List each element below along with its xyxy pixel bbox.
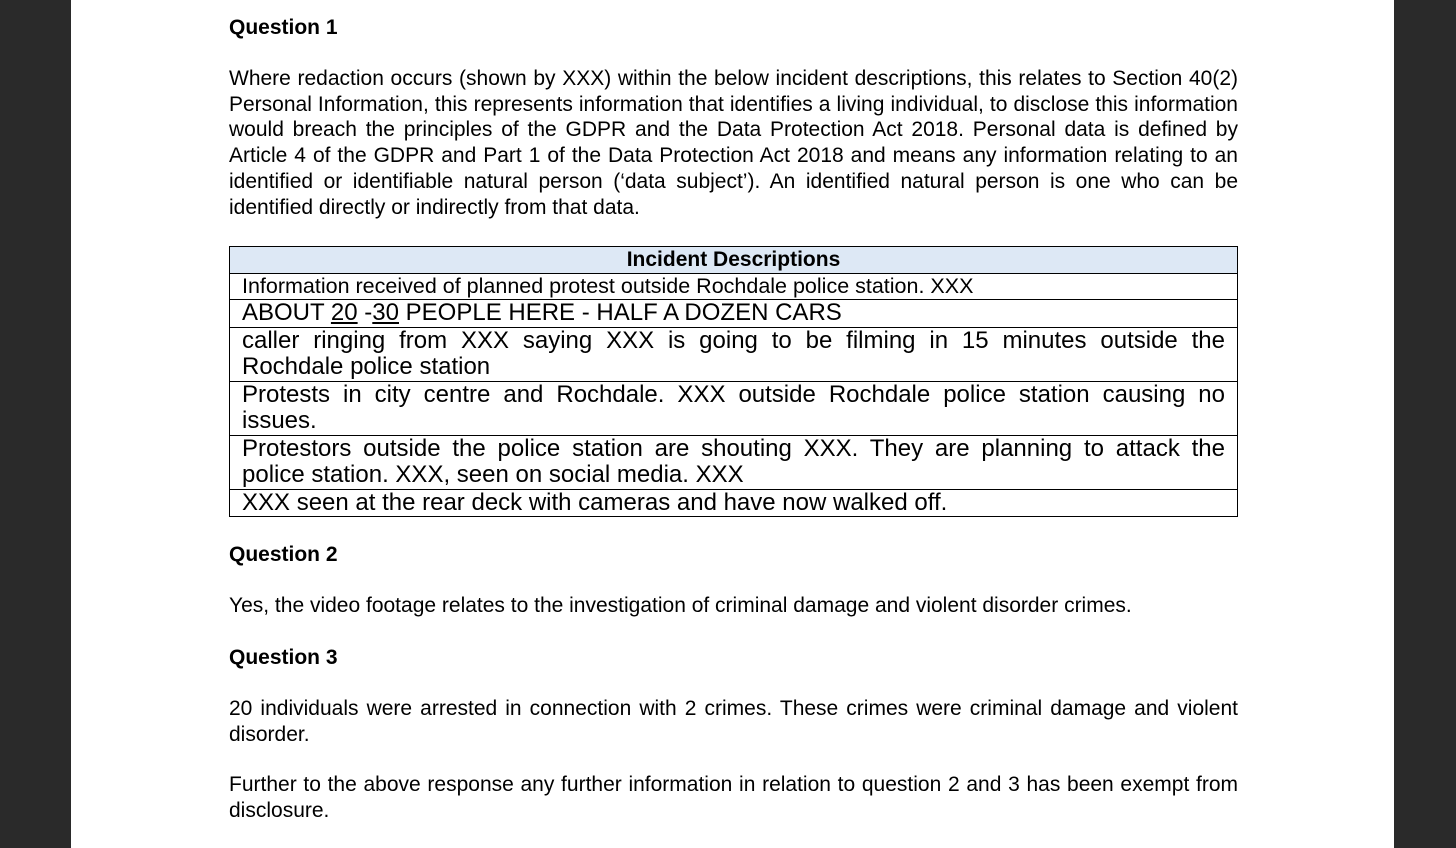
question-1-text: Where redaction occurs (shown by XXX) within the below incident descriptions, this relates to Section 40(2) Personal Information, this represents information that identifies a living individual, to disclose this information would breach the principles of the GDPR and the Data Protection Act 2018. Personal data is defined by Article 4 of the GDPR and Part 1 of the Data Protection Act 2018 and means any information relating to an identified or identifiable natural person (‘data subject’). An identified natural person is one who can be identified directly or indirectly from that data. xyxy=(229,67,1238,219)
document-page xyxy=(71,0,1394,848)
document-content xyxy=(229,14,1238,824)
question-3-note: Further to the above response any further information in relation to question 2 and 3 has been exempt from disclosure. xyxy=(229,773,1238,823)
question-3-heading: Question 3 xyxy=(229,645,338,669)
question-2-heading: Question 2 xyxy=(229,543,338,567)
table-row: Protestors outside the police station are shouting XXX. They are planning to attack the police station. XXX, seen on social media. XXX xyxy=(230,435,1238,489)
table-header: Incident Descriptions xyxy=(230,247,1238,274)
question-2-text: Yes, the video footage relates to the investigation of criminal damage and violent disorder crimes. xyxy=(229,594,1132,618)
question-1-heading: Question 1 xyxy=(229,16,338,39)
table-row: caller ringing from XXX saying XXX is going to be filming in 15 minutes outside the Rochdale police station xyxy=(230,327,1238,381)
question-3-text: 20 individuals were arrested in connection with 2 crimes. These crimes were criminal damage and violent disorder. xyxy=(229,696,1238,746)
table-row: XXX seen at the rear deck with cameras and have now walked off. xyxy=(230,489,1238,517)
table-row: Protests in city centre and Rochdale. XXX outside Rochdale police station causing no issues. xyxy=(230,381,1238,435)
table-row: Information received of planned protest outside Rochdale police station. XXX xyxy=(230,274,1238,300)
incident-descriptions-table xyxy=(229,246,1238,517)
table-row: ABOUT 20 -30 PEOPLE HERE - HALF A DOZEN CARS xyxy=(230,300,1238,328)
